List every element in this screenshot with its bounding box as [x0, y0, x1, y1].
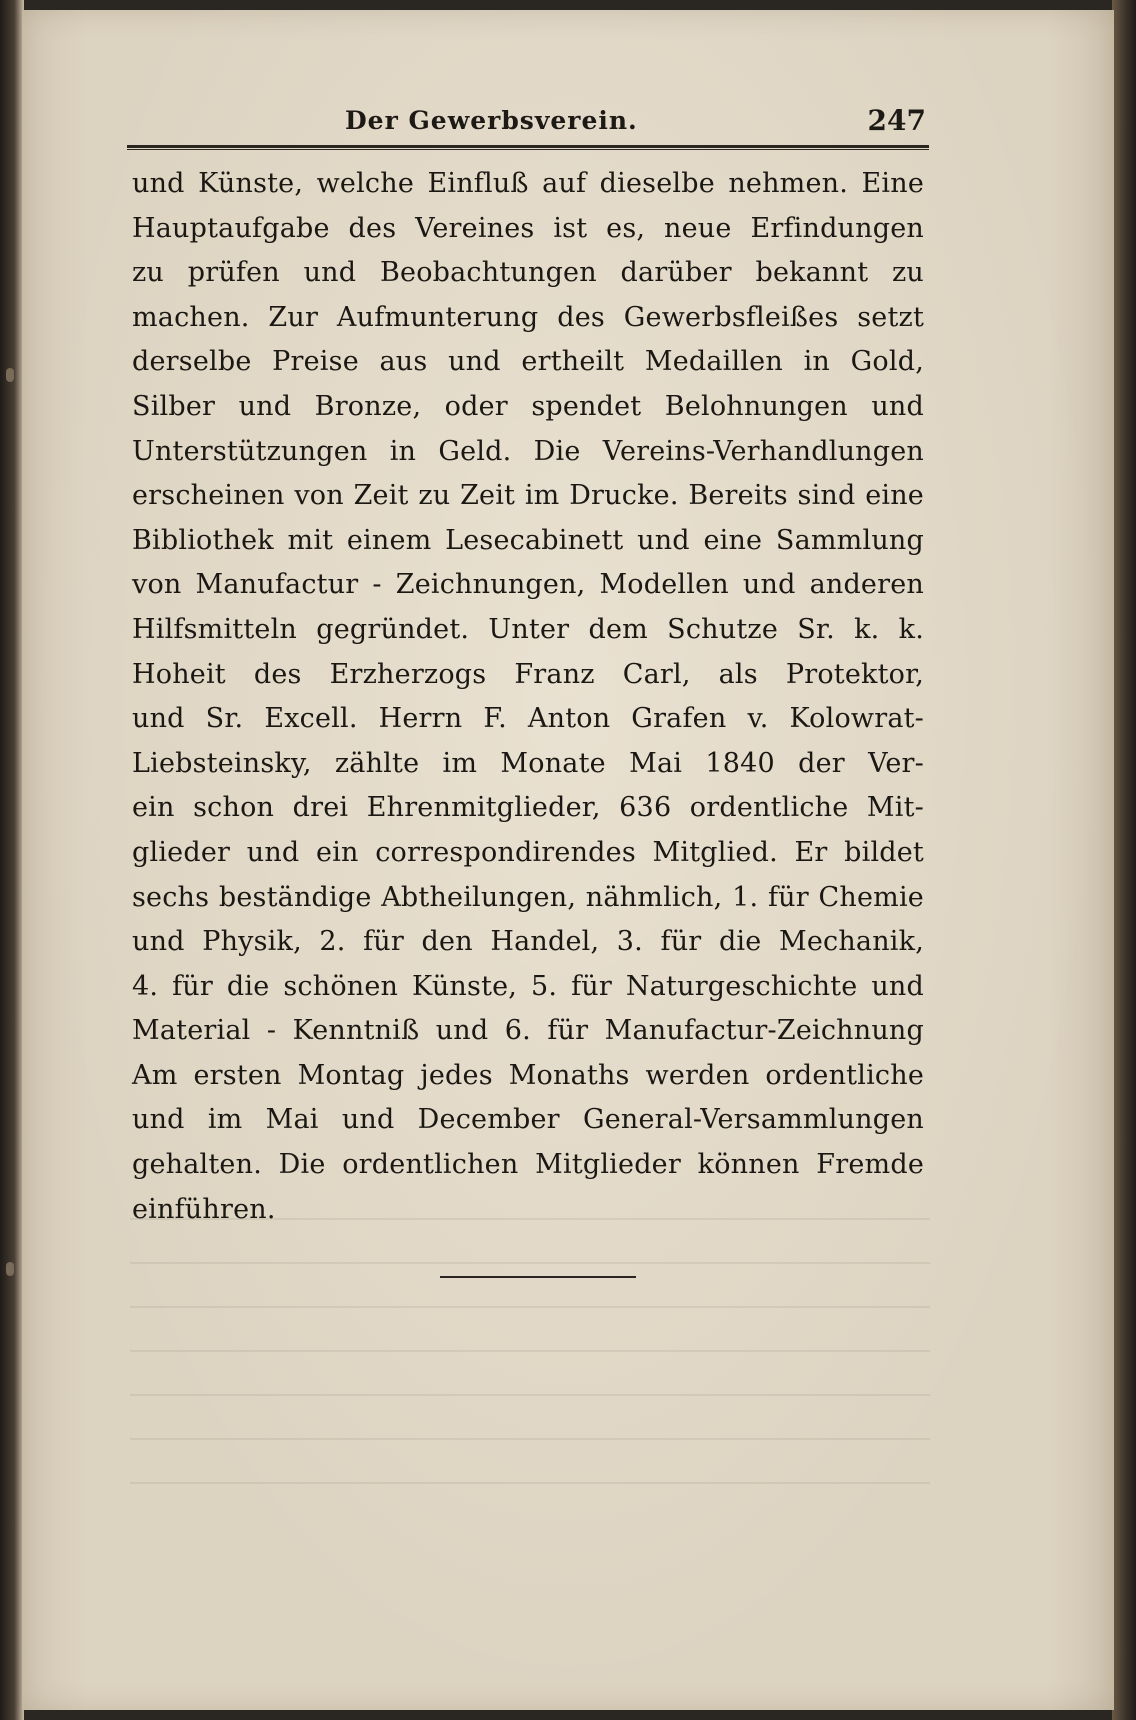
text-line: 4. für die schönen Künste, 5. für Naturgeschichte und [132, 970, 924, 1002]
text-line: Unterstützungen in Geld. Die Vereins-Verhandlungen [132, 435, 924, 467]
text-line: und Physik, 2. für den Handel, 3. für die Mechanik, [132, 926, 924, 958]
text-line: einführen. [132, 1193, 276, 1225]
text-line: Material - Kenntniß und 6. für Manufactur-Zeichnung [132, 1015, 924, 1047]
book-right-edge [1112, 0, 1136, 1720]
text-line: derselbe Preise aus und ertheilt Medaillen in Gold, [132, 346, 924, 378]
header-rule [127, 145, 929, 150]
text-line: Liebsteinsky, zählte im Monate Mai 1840 der Ver- [132, 747, 924, 779]
running-head: Der Gewerbsverein. [345, 106, 638, 135]
text-line: Bibliothek mit einem Lesecabinett und eine Sammlung [132, 524, 924, 556]
text-line: Hilfsmitteln gegründet. Unter dem Schutze Sr. k. k. [132, 613, 924, 645]
text-line: und im Mai und December General-Versammlungen [132, 1104, 924, 1136]
body-text [132, 162, 924, 1232]
page-number: 247 [867, 104, 926, 137]
section-end-rule [440, 1276, 636, 1278]
text-line: sechs beständige Abtheilungen, nähmlich, 1. für Chemie [132, 881, 924, 913]
page-header [130, 106, 930, 142]
binding-mark [6, 368, 14, 382]
text-line: Silber und Bronze, oder spendet Belohnungen und [132, 390, 924, 422]
text-line: Hoheit des Erzherzogs Franz Carl, als Protektor, [132, 658, 924, 690]
text-line: glieder und ein correspondirendes Mitglied. Er bildet [132, 836, 924, 868]
text-line: und Künste, welche Einfluß auf dieselbe nehmen. Eine [132, 168, 924, 199]
text-line: machen. Zur Aufmunterung des Gewerbsfleißes setzt [132, 301, 924, 333]
text-line: von Manufactur - Zeichnungen, Modellen und anderen [132, 569, 924, 601]
text-line: erscheinen von Zeit zu Zeit im Drucke. Bereits sind eine [132, 480, 924, 512]
text-line: Am ersten Montag jedes Monaths werden ordentliche [132, 1059, 924, 1091]
text-line: Hauptaufgabe des Vereines ist es, neue Erfindungen [132, 212, 924, 244]
binding-mark [6, 1262, 14, 1276]
text-line: gehalten. Die ordentlichen Mitglieder können Fremde [132, 1149, 924, 1181]
text-line: zu prüfen und Beobachtungen darüber bekannt zu [132, 257, 924, 289]
show-through-texture [130, 1218, 930, 1498]
book-left-edge [0, 0, 24, 1720]
text-line: ein schon drei Ehrenmitglieder, 636 ordentliche Mit- [132, 792, 924, 824]
text-line: und Sr. Excell. Herrn F. Anton Grafen v. Kolowrat- [132, 703, 924, 735]
